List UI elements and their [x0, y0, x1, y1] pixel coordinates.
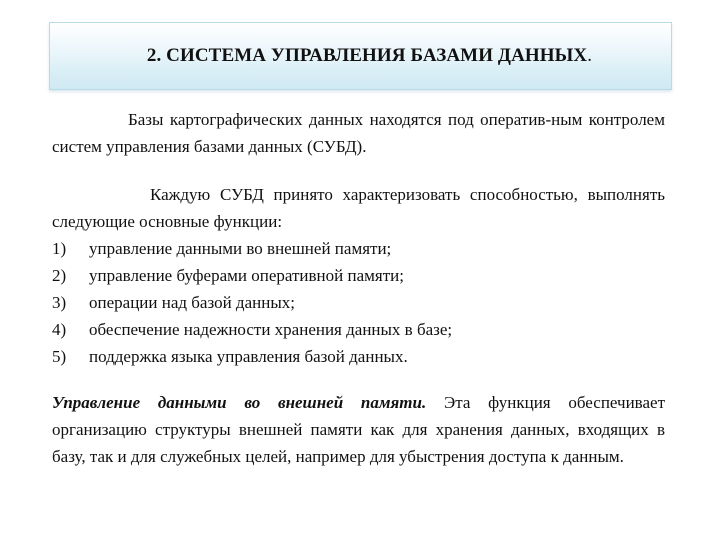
list-item-text: управление данными во внешней памяти; — [89, 239, 392, 258]
external-memory-heading: Управление данными во внешней памяти. — [52, 393, 427, 412]
title-box — [49, 22, 672, 90]
list-item-number: 2) — [52, 266, 67, 285]
list-item-text: обеспечение надежности хранения данных в базе; — [89, 320, 453, 339]
external-memory-text: Эта функция обеспечивает организацию структуры внешней памяти как для хранения данных, входящих в базу, так и для служебных целей, например для убыстрения доступа к данным. — [52, 393, 666, 466]
list-item — [52, 316, 665, 343]
intro-paragraph: Базы картографических данных находятся под оператив-ным контролем систем управления базами данных (СУБД). — [52, 110, 665, 156]
external-memory-paragraph — [52, 389, 665, 470]
slide-title-suffix: . — [587, 45, 593, 66]
list-item-text: поддержка языка управления базой данных. — [89, 347, 408, 366]
list-item-number: 5) — [52, 347, 67, 366]
list-item — [52, 343, 665, 370]
list-item-number: 4) — [52, 320, 67, 339]
list-item-text: управление буферами оперативной памяти; — [89, 266, 404, 285]
functions-intro-paragraph: Каждую СУБД принято характеризовать способностью, выполнять следующие основные функции: — [52, 185, 665, 231]
list-item-number: 1) — [52, 239, 67, 258]
functions-list — [52, 235, 665, 370]
slide-title — [129, 45, 592, 67]
slide-title-text: 2. СИСТЕМА УПРАВЛЕНИЯ БАЗАМИ ДАННЫХ — [146, 45, 588, 66]
list-item — [52, 289, 665, 316]
list-item-text: операции над базой данных; — [89, 293, 295, 312]
list-item — [52, 235, 665, 262]
list-item — [52, 262, 665, 289]
slide-content — [52, 106, 665, 470]
list-item-number: 3) — [52, 293, 67, 312]
